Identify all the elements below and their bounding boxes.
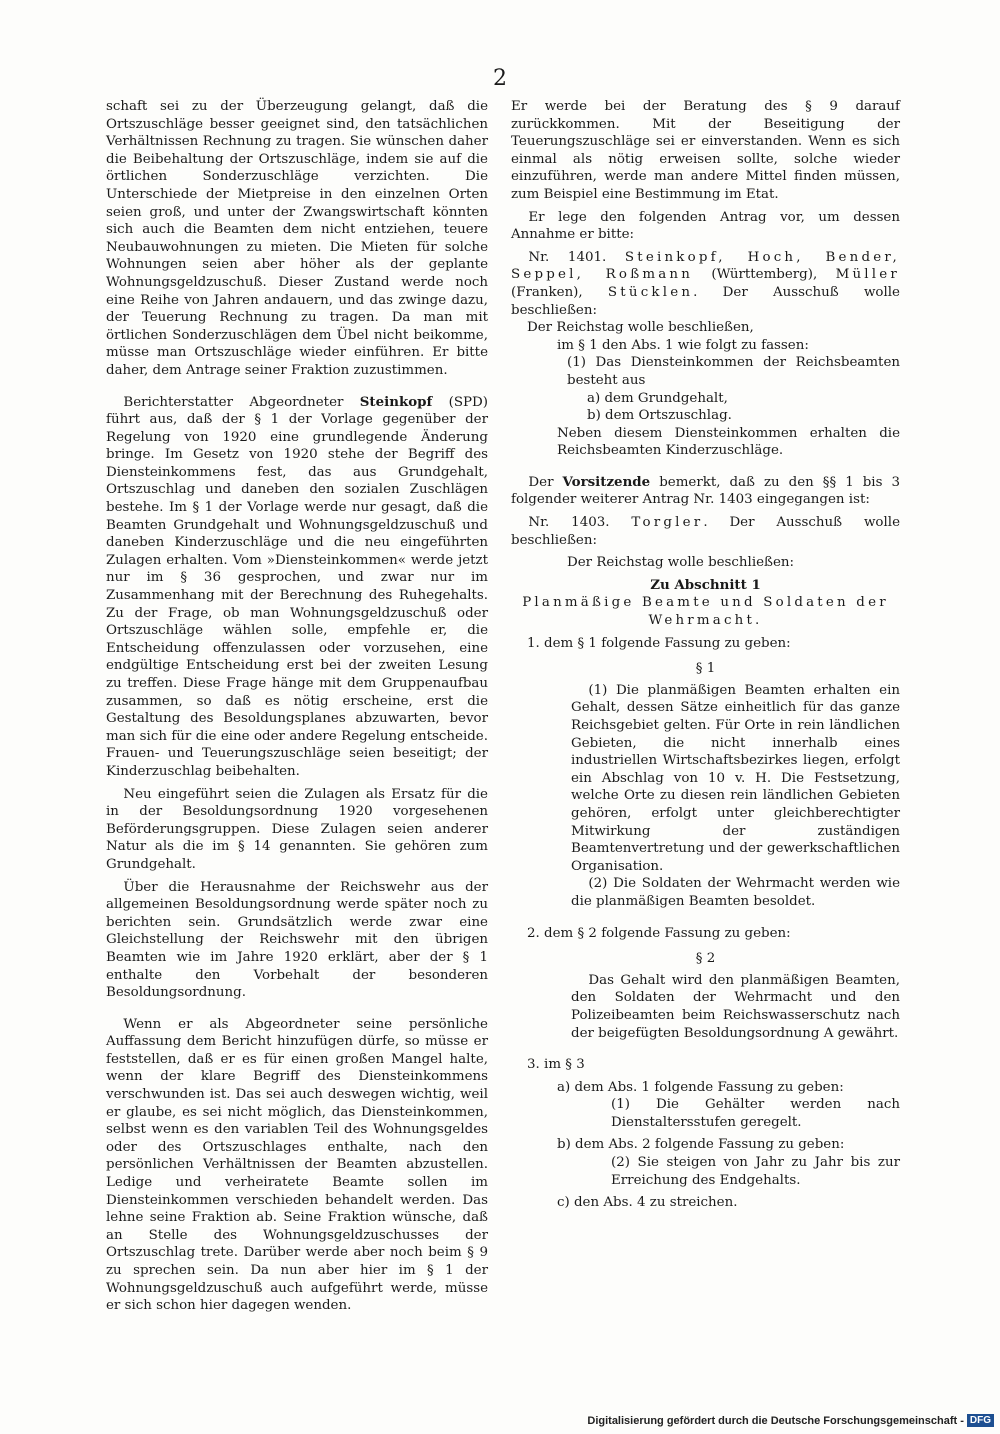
- paragraph: Neu eingeführt seien die Zulagen als Ersatz für die in der Besoldungsordnung 1920 vorgesehenen Beförderungsgruppen. Diese Zulagen seien anderer Natur als die im § 14 genannten. Sie gehören zum Grundgehalt.: [106, 786, 488, 872]
- antrag-number: Nr. 1401.: [528, 249, 607, 265]
- subpoint: c) den Abs. 4 zu streichen.: [557, 1195, 738, 1211]
- point: 1. dem § 1 folgende Fassung zu geben:: [527, 635, 791, 651]
- section-sign: § 1: [695, 661, 716, 677]
- footer: [0, 1414, 994, 1427]
- subpoint: a) dem Abs. 1 folgende Fassung zu geben:: [557, 1079, 844, 1095]
- paragraph: [106, 394, 488, 781]
- antrag-text: . Der Ausschuß wolle beschließen:: [511, 284, 900, 318]
- paragraph: Er werde bei der Beratung des § 9 darauf zurückkommen. Mit der Beseitigung der Teuerungszuschläge sei er einverstanden. Wenn es sich einmal als nötig erweisen sollte, solche wieder einzuführen, werde man andere Mittel finden müssen, zum Beispiel eine Bestimmung im Etat.: [511, 99, 900, 202]
- antrag-text: (Franken),: [511, 284, 608, 300]
- antrag-1401: [511, 249, 900, 319]
- paragraph-text: bemerkt, daß zu den §§ 1 bis 3 folgender weiterer Antrag Nr. 1403 eingegangen ist:: [511, 474, 900, 508]
- antrag-names: Müller: [835, 267, 900, 283]
- list-item: b) dem Ortszuschlag.: [587, 408, 732, 424]
- section-heading: Zu Abschnitt 1: [650, 576, 761, 593]
- reichstag-line: Der Reichstag wolle beschließen:: [567, 555, 795, 571]
- paragraph-text: (SPD) führt aus, daß der § 1 der Vorlage gegenüber der Regelung von 1920 eine grundlegende Änderung bringe. Im Gesetz von 1920 stehe der Begriff des Diensteinkommens fest, das aus Grundgehalt, Ortszuschlag und daneben den sozialen Zuschlägen bestehe. Im § 1 der Vorlage werde nur gesagt, daß die Beamten Grundgehalt und Wohnungsgeldzuschuß und daneben Kinderzuschläge und die neu eingeführten Zulagen erhalten. Vom »Diensteinkommen« werde jetzt nur im § 36 gesprochen, und zwar nur im Zusammenhang mit der Berechnung des Ruhegehalts. Zu der Frage, ob man Wohnungsgeldzuschuß oder Ortszuschläge wählen solle, empfehle er, die Entscheidung offenzulassen oder vorzusehen, eine endgültige Entscheidung erst bei der zweiten Lesung zu treffen. Diese Frage hänge mit dem Gruppenaufbau zusammen, so daß es nötig erscheine, erst die Gestaltung des Besoldungsplanes abzuwarten, bevor man sich für die eine oder andere Regelung entscheide. Frauen- und Teuerungszuschläge seien beseitigt; der Kinderzuschlag beibehalten.: [106, 394, 488, 779]
- subpoint-text: (1) Die Gehälter werden nach Dienstaltersstufen geregelt.: [611, 1097, 900, 1130]
- antrag-names: Torgler: [631, 515, 704, 531]
- list-item: a) dem Grundgehalt,: [587, 390, 728, 406]
- dfg-logo: DFG: [967, 1414, 994, 1427]
- page-number: 2: [493, 66, 507, 91]
- antrag-number: Nr. 1403.: [528, 515, 610, 531]
- section-sign: § 2: [695, 951, 716, 967]
- section-text: (2) Die Soldaten der Wehrmacht werden wie die planmäßigen Beamten besoldet.: [571, 876, 900, 909]
- antrag-names: Stücklen: [607, 284, 694, 300]
- point: 2. dem § 2 folgende Fassung zu geben:: [527, 925, 791, 941]
- section-text: (1) Die planmäßigen Beamten erhalten ein Gehalt, dessen Sätze einheitlich für das ganze Reichsgebiet gelten. Für Orte in rein ländlichen Gebieten, die nicht innerhalb eines industriellen Wirtschaftsbezirkes liegen, erfolgt ein Abschlag von 10 v. H. Die Festsetzung, welche Orte zu diesen rein ländlichen Gebieten gehören, erfolgt unter gleichberechtigter Mitwirkung der zuständigen Beamtenvertretung und der gewerkschaftlichen Organisation.: [571, 682, 900, 874]
- paragraph: [511, 474, 900, 509]
- subpoint: b) dem Abs. 2 folgende Fassung zu geben:: [557, 1137, 845, 1153]
- antrag-names: Steinkopf, Hoch, Bender, Seppel, Roßmann: [511, 249, 900, 283]
- paragraph-prefix: Der: [528, 474, 563, 490]
- paragraph-intro: im § 1 den Abs. 1 wie folgt zu fassen:: [557, 337, 809, 353]
- speaker-name: Steinkopf: [359, 393, 433, 410]
- paragraph: Neben diesem Diensteinkommen erhalten die Reichsbeamten Kinderzuschläge.: [557, 425, 900, 459]
- speaker-name: Vorsitzende: [562, 473, 651, 490]
- paragraph: Wenn er als Abgeordneter seine persönliche Auffassung dem Bericht hinzufügen dürfe, so müsse er feststellen, daß er es für einen großen Mangel halte, wenn der klare Begriff des Diensteinkommens verschwunden ist. Das sei auch deswegen wichtig, weil er glaube, es sei nicht möglich, das Diensteinkommen, selbst wenn es den variablen Teil des Wohnungsgeldes oder des Ortszuschlages enthalte, nach den persönlichen Verhältnissen der Beamten abzustellen. Ledige und verheiratete Beamte sollen im Diensteinkommen verschieden behandelt werden. Das lehne seine Fraktion ab. Seine Fraktion wünsche, daß an Stelle des Wohnungsgeldzuschusses der Ortszuschlag trete. Darüber werde aber noch beim § 9 zu sprechen sein. Da nun aber hier im § 1 der Wohnungsgeldzuschuß auch aufgeführt werde, müsse er sich schon hier dagegen wenden.: [106, 1016, 488, 1314]
- antrag-text: (Württemberg),: [693, 267, 836, 283]
- section-subheading: Planmäßige Beamte und Soldaten der Wehrmacht.: [522, 595, 889, 629]
- paragraph: schaft sei zu der Überzeugung gelangt, daß die Ortszuschläge besser geeignet sind, den tatsächlichen Verhältnissen Rechnung zu tragen. Sie wünschen daher die Beibehaltung der Ortszuschläge, indem sie auf die örtlichen Sonderzuschläge verzichten. Die Unterschiede der Mietpreise in den einzelnen Orten seien groß, und unter der Zwangswirtschaft könnten sich auch die Beamten dem nicht entziehen, teuere Neubauwohnungen zu mieten. Die Mieten für solche Wohnungen seien aber höher als der geplante Wohnungsgeldzuschuß. Dieser Zustand werde noch eine Reihe von Jahren andauern, und das zwinge dazu, der Teuerung Rechnung zu tragen. Da man mit örtlichen Sonderzuschlägen dem Übel nicht beikomme, müsse man Ortszuschläge wieder einführen. Er bitte daher, dem Antrage seiner Fraktion zuzustimmen.: [106, 99, 488, 378]
- paragraph: Er lege den folgenden Antrag vor, um dessen Annahme er bitte:: [511, 209, 900, 243]
- antrag-text: . Der Ausschuß wolle beschließen:: [511, 515, 900, 548]
- left-column: [106, 98, 488, 1315]
- point: 3. im § 3: [527, 1057, 585, 1073]
- paragraph: Über die Herausnahme der Reichswehr aus der allgemeinen Besoldungsordnung werde später noch zu berichten sein. Grundsätzlich werde zwar eine Gleichstellung der Reichswehr mit den übrigen Beamten wie im Jahre 1920 erklärt, aber der § 1 enthalte den Vorbehalt der besonderen Besoldungsordnung.: [106, 879, 488, 1001]
- paragraph-prefix: Berichterstatter Abgeordneter: [123, 394, 360, 410]
- right-column: [511, 98, 900, 1212]
- footer-text: Digitalisierung gefördert durch die Deutsche Forschungsgemeinschaft -: [587, 1415, 964, 1427]
- section-text: Das Gehalt wird den planmäßigen Beamten, den Soldaten der Wehrmacht und den Polizeibeamten beim Reichswasserschutz nach der beigefügten Besoldungsordnung A gewährt.: [571, 972, 900, 1041]
- subparagraph: (1) Das Diensteinkommen der Reichsbeamten besteht aus: [567, 355, 900, 388]
- subpoint-text: (2) Sie steigen von Jahr zu Jahr bis zur Erreichung des Endgehalts.: [611, 1155, 900, 1188]
- antrag-1403: [511, 514, 900, 549]
- reichstag-line: Der Reichstag wolle beschließen,: [527, 320, 754, 336]
